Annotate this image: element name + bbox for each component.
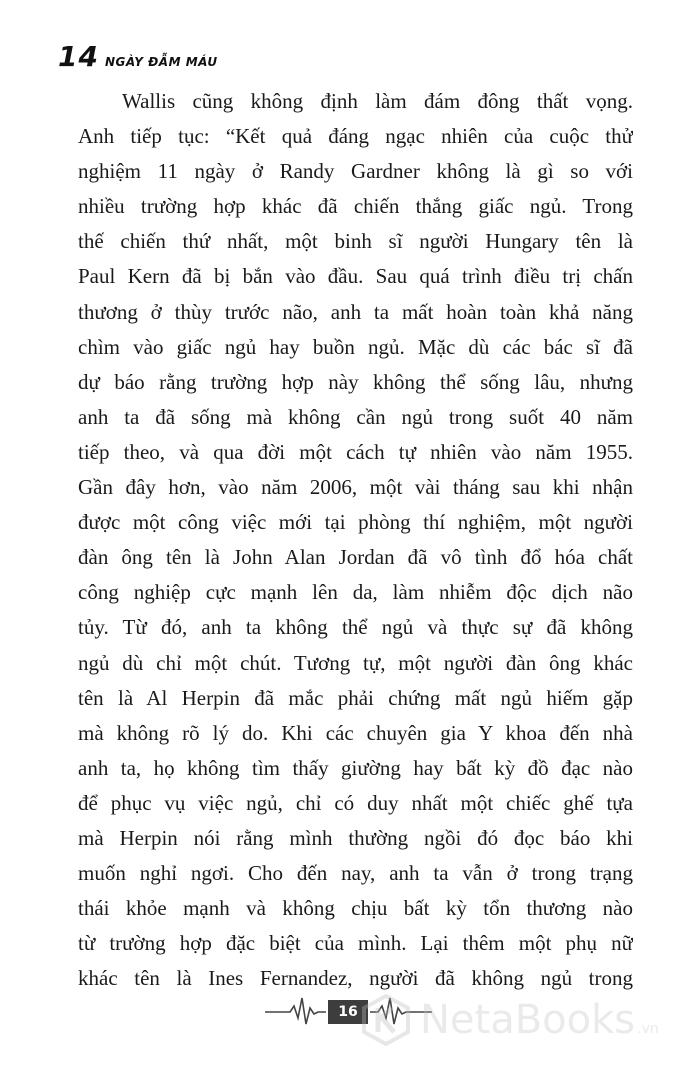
text-line: đàn ông tên là John Alan Jordan đã vô tình đổ hóa chất: [78, 545, 633, 570]
text-line: Wallis cũng không định làm đám đông thất vọng.: [122, 89, 633, 113]
text-line: Paul Kern đã bị bắn vào đầu. Sau quá trình điều trị chấn: [78, 264, 633, 289]
text-line: khác tên là Ines Fernandez, người đã không ngủ trong: [78, 966, 633, 991]
text-line: muốn nghỉ ngơi. Cho đến nay, anh ta vẫn ở trong trạng: [78, 861, 633, 886]
netabooks-logo-icon: [360, 994, 412, 1046]
text-line: Gần đây hơn, vào năm 2006, một vài tháng sau khi nhận: [78, 475, 633, 500]
text-line: nhiều trường hợp khác đã chiến thắng giấc ngủ. Trong: [78, 194, 633, 219]
text-line: nghiệm 11 ngày ở Randy Gardner không là gì so với: [78, 159, 633, 184]
text-line: mà không rõ lý do. Khi các chuyên gia Y khoa đến nhà: [78, 720, 633, 745]
watermark-brand: NetaBooks: [420, 997, 636, 1043]
text-line: dự báo rằng trường hợp này không thể sống lâu, nhưng: [78, 369, 633, 394]
text-line: Anh tiếp tục: “Kết quả đáng ngạc nhiên của cuộc thử: [78, 124, 633, 149]
text-line: được một công việc mới tại phòng thí nghiệm, một người: [78, 510, 633, 535]
text-line: tủy. Từ đó, anh ta không thể ngủ và thực sự đã không: [78, 615, 633, 640]
text-line: tên là Al Herpin đã mắc phải chứng mất ngủ hiếm gặp: [78, 685, 633, 710]
book-title: NGÀY ĐẪM MÁU: [104, 55, 218, 69]
chapter-number: 14: [58, 40, 99, 73]
text-line: thế chiến thứ nhất, một binh sĩ người Hungary tên là: [78, 229, 633, 254]
text-line: anh ta, họ không tìm thấy giường hay bất kỳ đồ đạc nào: [78, 755, 633, 780]
text-line: ngủ dù chỉ một chút. Tương tự, một người đàn ông khác: [78, 650, 633, 675]
text-line: thái khỏe mạnh và không chịu bất kỳ tổn thương nào: [78, 896, 633, 921]
text-line: mà Herpin nói rằng mình thường ngồi đó đọc báo khi: [78, 825, 633, 850]
watermark-suffix: .vn: [637, 1021, 659, 1037]
text-line: công nghiệp cực mạnh lên da, làm nhiễm độc dịch não: [78, 580, 633, 605]
text-line: từ trường hợp đặc biệt của mình. Lại thêm một phụ nữ: [78, 931, 633, 956]
text-line: để phục vụ việc ngủ, chỉ có duy nhất một chiếc ghế tựa: [78, 790, 633, 815]
watermark: [360, 994, 659, 1046]
text-line: chìm vào giấc ngủ hay buồn ngủ. Mặc dù các bác sĩ đã: [78, 334, 633, 359]
watermark-text: [420, 997, 659, 1043]
text-line: tiếp theo, và qua đời một cách tự nhiên vào năm 1955.: [78, 439, 633, 464]
text-line: thương ở thùy trước não, anh ta mất hoàn toàn khả năng: [78, 299, 633, 324]
text-line: anh ta đã sống mà không cần ngủ trong suốt 40 năm: [78, 404, 633, 429]
running-header: [58, 40, 218, 73]
page-number: 16: [328, 1000, 368, 1024]
body-text: [78, 84, 633, 996]
